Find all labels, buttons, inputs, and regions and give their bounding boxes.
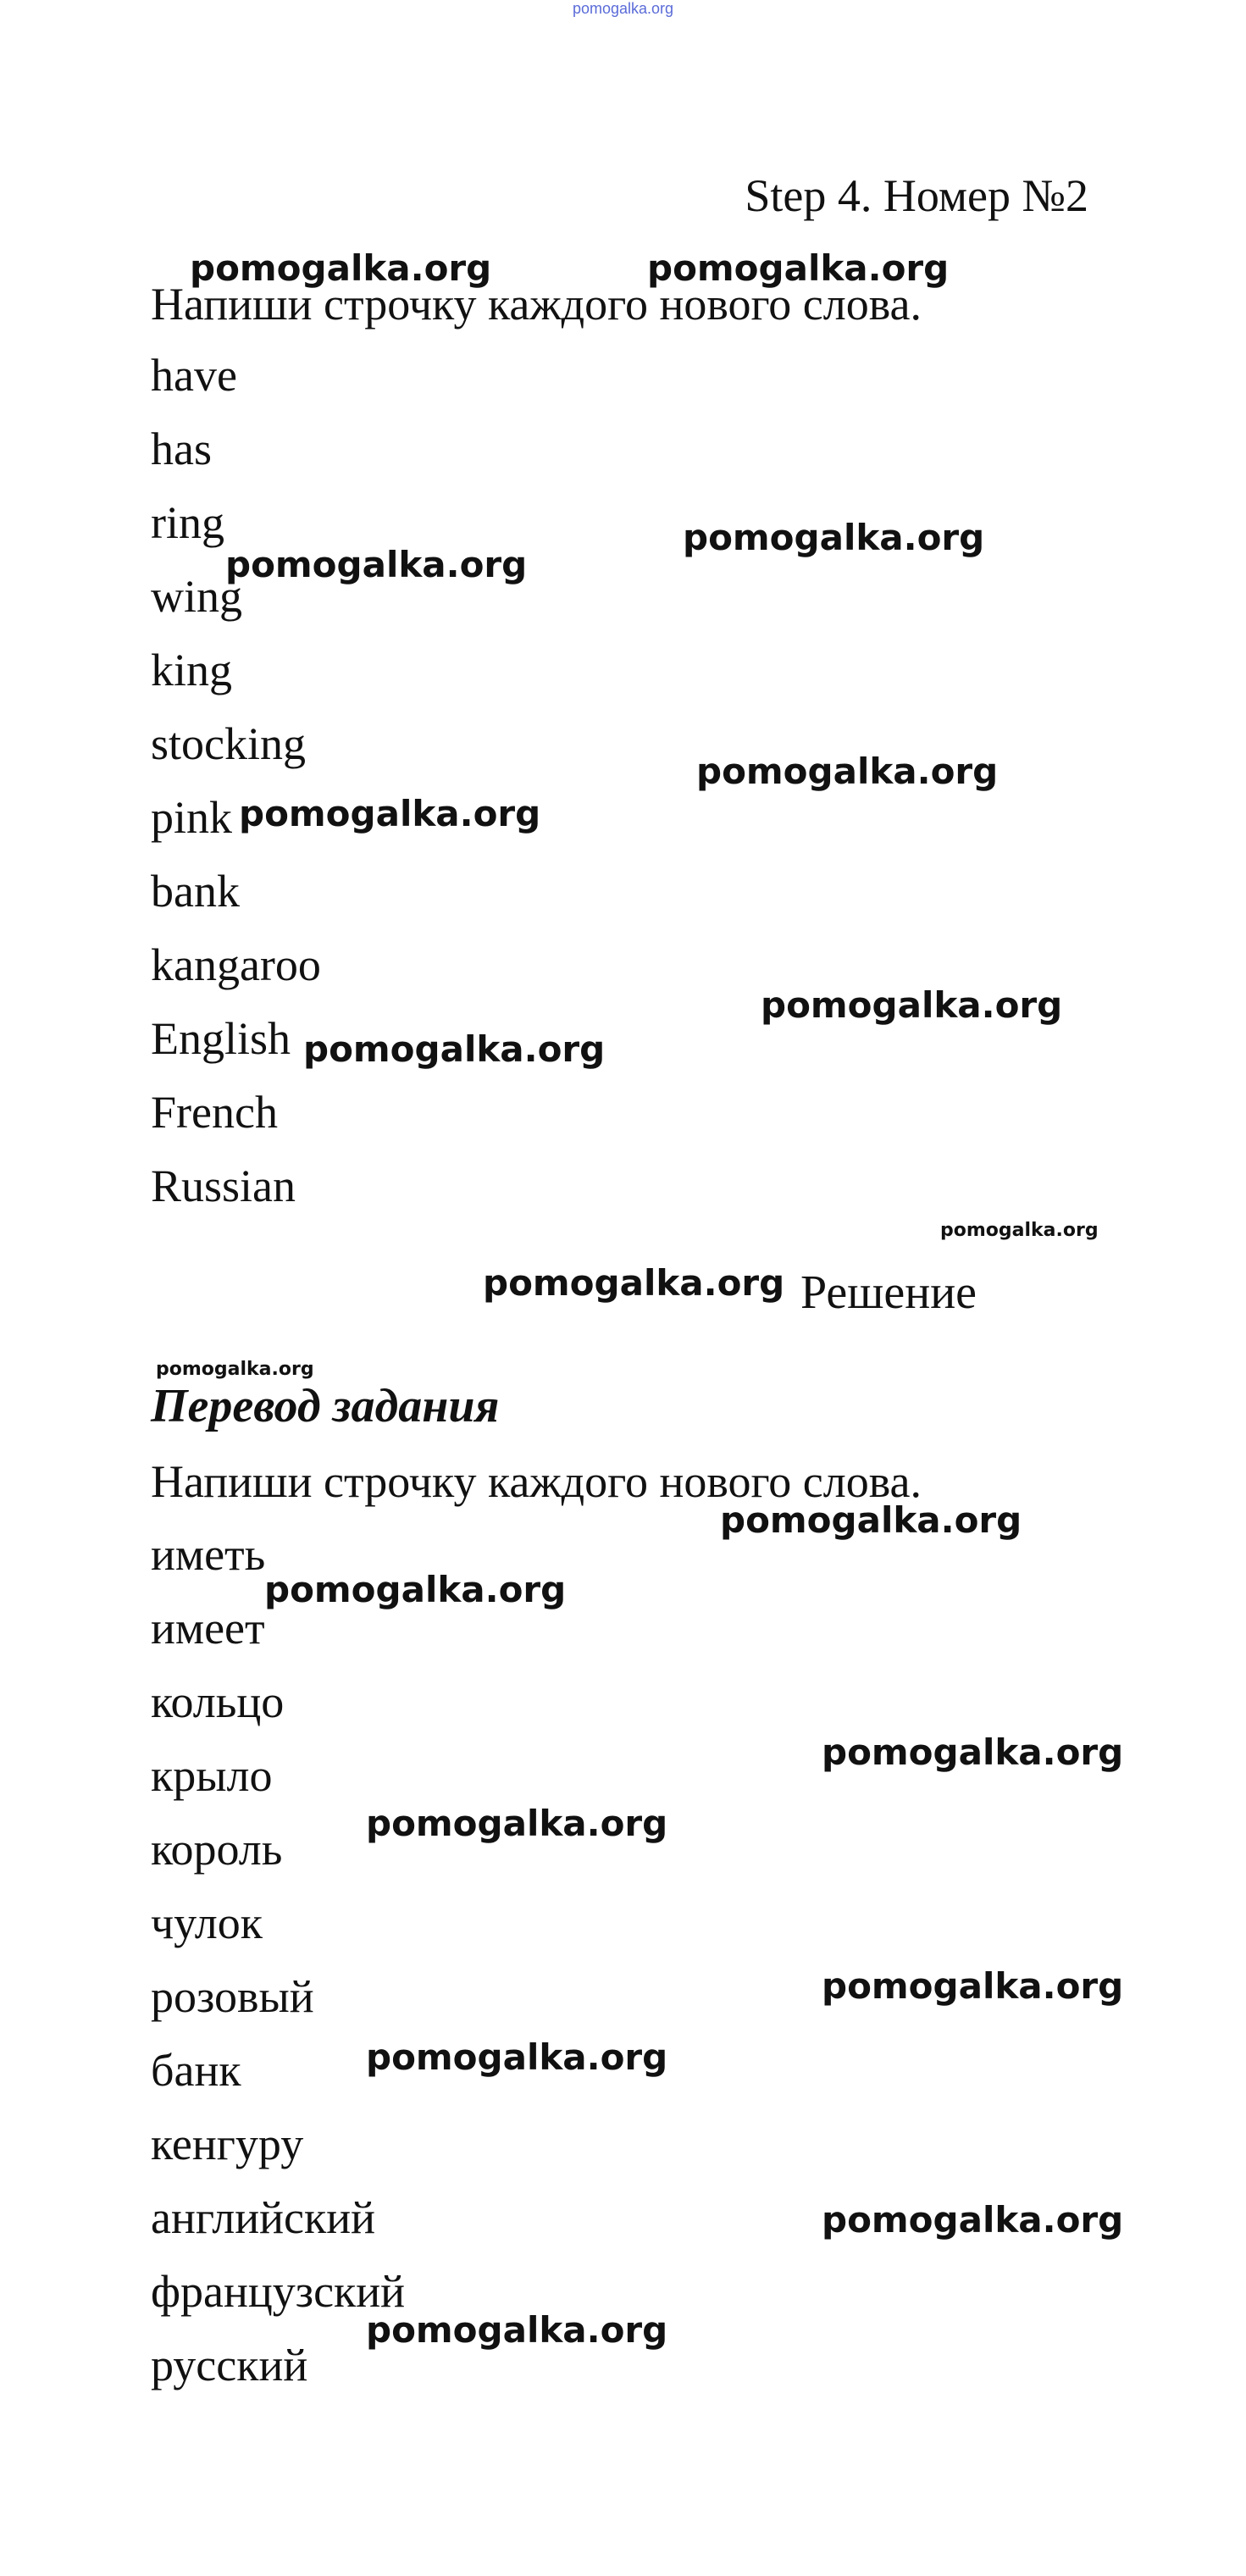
word-item: king bbox=[151, 645, 233, 695]
word-item: банк bbox=[151, 2045, 241, 2096]
watermark: pomogalka.org bbox=[190, 247, 492, 289]
word-item: pink bbox=[151, 792, 233, 843]
word-item: русский bbox=[151, 2340, 308, 2390]
watermark: pomogalka.org bbox=[761, 984, 1063, 1026]
word-item: иметь bbox=[151, 1529, 266, 1580]
solution-label: Решение bbox=[800, 1266, 977, 1319]
watermark: pomogalka.org bbox=[822, 1731, 1124, 1773]
word-item: English bbox=[151, 1013, 291, 1064]
watermark: pomogalka.org bbox=[366, 1803, 668, 1844]
word-item: have bbox=[151, 350, 237, 401]
top-site-link[interactable]: pomogalka.org bbox=[572, 0, 674, 17]
word-item: bank bbox=[151, 866, 240, 917]
page-title: Step 4. Номер №2 bbox=[745, 170, 1088, 221]
word-item: король bbox=[151, 1824, 283, 1875]
watermark: pomogalka.org bbox=[366, 2309, 668, 2351]
word-item: розовый bbox=[151, 1971, 314, 2022]
watermark: pomogalka.org bbox=[303, 1028, 606, 1070]
russian-word-list bbox=[151, 1525, 405, 2409]
word-item: stocking bbox=[151, 718, 306, 769]
watermark: pomogalka.org bbox=[696, 751, 999, 792]
watermark: pomogalka.org bbox=[156, 1359, 314, 1380]
word-item: French bbox=[151, 1087, 278, 1138]
word-item: французский bbox=[151, 2266, 406, 2317]
word-item: ring bbox=[151, 497, 224, 548]
translation-title: Перевод задания bbox=[151, 1380, 500, 1432]
watermark: pomogalka.org bbox=[225, 544, 528, 585]
word-item: Russian bbox=[151, 1161, 296, 1211]
watermark: pomogalka.org bbox=[366, 2036, 668, 2078]
translation-instruction: Напиши строчку каждого нового слова. bbox=[151, 1456, 922, 1507]
word-item: имеет bbox=[151, 1603, 265, 1654]
word-item: английский bbox=[151, 2192, 376, 2243]
word-item: крыло bbox=[151, 1750, 273, 1801]
word-item: кольцо bbox=[151, 1676, 285, 1727]
watermark: pomogalka.org bbox=[483, 1262, 785, 1304]
watermark: pomogalka.org bbox=[720, 1499, 1022, 1541]
english-word-list bbox=[151, 346, 321, 1230]
watermark: pomogalka.org bbox=[940, 1220, 1099, 1241]
watermark: pomogalka.org bbox=[239, 793, 541, 834]
word-item: has bbox=[151, 424, 212, 474]
word-item: чулок bbox=[151, 1897, 263, 1948]
watermark: pomogalka.org bbox=[822, 2199, 1124, 2241]
word-item: kangaroo bbox=[151, 939, 321, 990]
word-item: wing bbox=[151, 571, 242, 622]
watermark: pomogalka.org bbox=[822, 1965, 1124, 2007]
watermark: pomogalka.org bbox=[264, 1569, 567, 1610]
word-item: кенгуру bbox=[151, 2119, 304, 2169]
task-instruction: Напиши строчку каждого нового слова. bbox=[151, 279, 922, 330]
watermark: pomogalka.org bbox=[683, 517, 985, 558]
watermark: pomogalka.org bbox=[647, 247, 950, 289]
